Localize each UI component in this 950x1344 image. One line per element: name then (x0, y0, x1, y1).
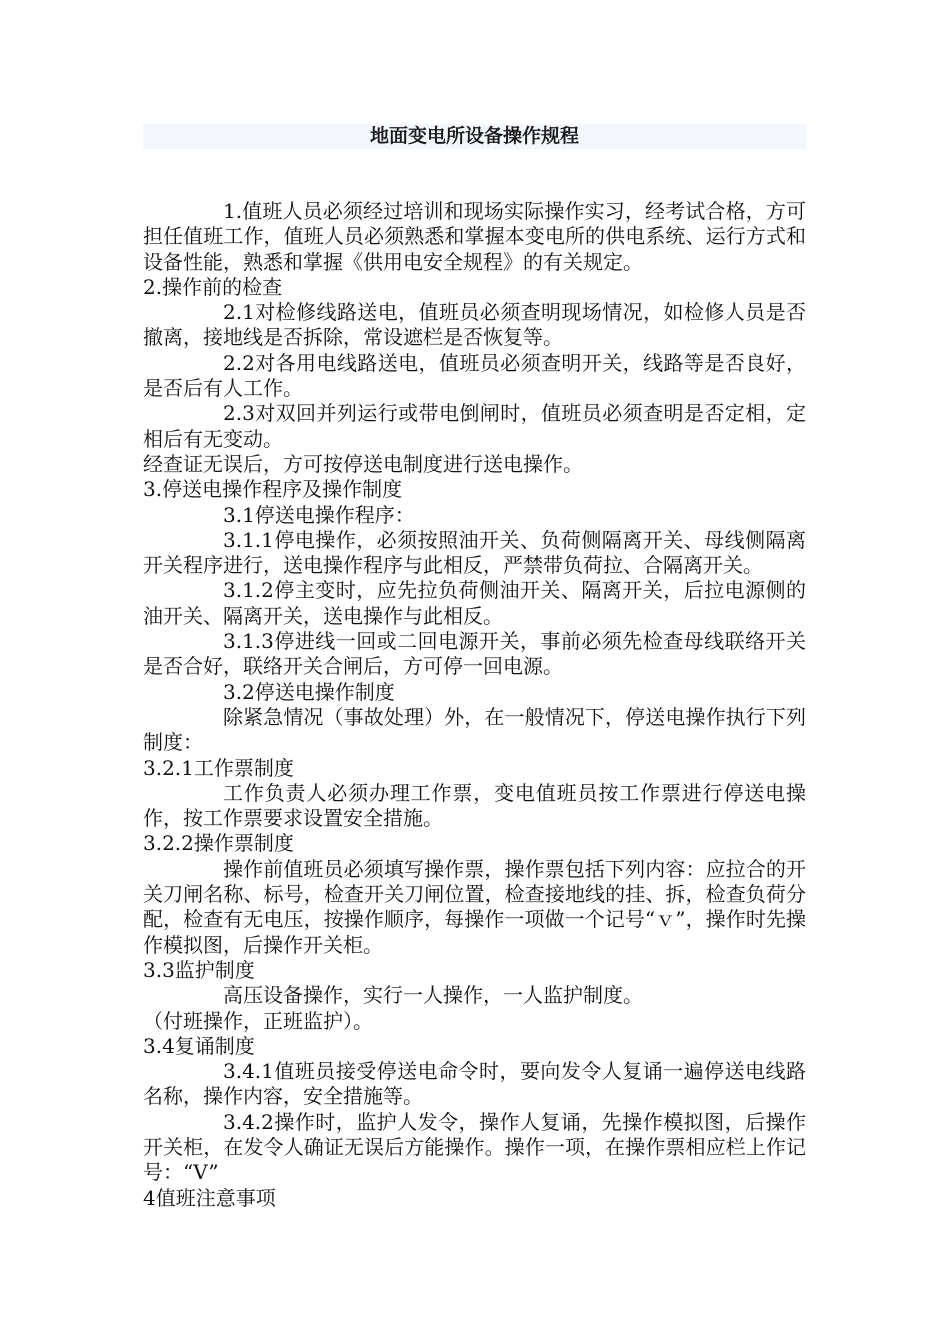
paragraph: 4值班注意事项 (143, 1185, 276, 1210)
paragraph: 操作前值班员必须填写操作票，操作票包括下列内容：应拉合的开关刀闸名称、标号，检查开关刀闸位置，检查接地线的挂、拆，检查负荷分配，检查有无电压，按操作顺序，每操作一项做一个记号“ｖ”，操作时先操作模拟图，后操作开关柜。 (143, 856, 806, 957)
paragraph: 3.4.1值班员接受停送电命令时，要向发令人复诵一遍停送电线路名称，操作内容，安全措施等。 (143, 1059, 806, 1109)
document-body (143, 199, 806, 1211)
paragraph: 3.停送电操作程序及操作制度 (143, 477, 403, 502)
paragraph: 经查证无误后，方可按停送电制度进行送电操作。 (143, 451, 583, 476)
paragraph: 3.4复诵制度 (143, 1033, 255, 1058)
paragraph: 3.3监护制度 (143, 957, 255, 982)
paragraph: 3.1.1停电操作，必须按照油开关、负荷侧隔离开关、母线侧隔离开关程序进行，送电操作程序与此相反，严禁带负荷拉、合隔离开关。 (143, 527, 806, 578)
paragraph: 3.2.1工作票制度 (143, 755, 294, 780)
paragraph: 除紧急情况（事故处理）外，在一般情况下，停送电操作执行下列制度： (143, 704, 806, 755)
paragraph: 1.值班人员必须经过培训和现场实际操作实习，经考试合格，方可担任值班工作，值班人员必须熟悉和掌握本变电所的供电系统、运行方式和设备性能，熟悉和掌握《供用电安全规程》的有关规定。 (143, 199, 806, 274)
paragraph: 3.2停送电操作制度 (223, 679, 395, 704)
paragraph: （付班操作，正班监护）。 (143, 1008, 373, 1033)
paragraph: 2.2对各用电线路送电，值班员必须查明开关，线路等是否良好，是否后有人工作。 (143, 350, 806, 401)
paragraph: 2.操作前的检查 (143, 274, 283, 299)
paragraph: 高压设备操作，实行一人操作，一人监护制度。 (223, 983, 643, 1008)
paragraph: 3.1.3停进线一回或二回电源开关，事前必须先检查母线联络开关是否合好，联络开关合闸后，方可停一回电源。 (143, 629, 806, 679)
paragraph: 3.1.2停主变时，应先拉负荷侧油开关、隔离开关，后拉电源侧的油开关、隔离开关，送电操作与此相反。 (143, 578, 806, 628)
paragraph: 2.3对双回并列运行或带电倒闸时，值班员必须查明是否定相，定相后有无变动。 (143, 401, 806, 451)
paragraph: 工作负责人必须办理工作票，变电值班员按工作票进行停送电操作，按工作票要求设置安全措施。 (143, 780, 806, 831)
paragraph: 3.1停送电操作程序： (223, 502, 415, 527)
paragraph: 2.1对检修线路送电，值班员必须查明现场情况，如检修人员是否撤离，接地线是否拆除，常设遮栏是否恢复等。 (143, 300, 806, 350)
paragraph: 3.4.2操作时，监护人发令，操作人复诵，先操作模拟图，后操作开关柜，在发令人确证无误后方能操作。操作一项，在操作票相应栏上作记号：“V” (143, 1109, 806, 1185)
document-title: 地面变电所设备操作规程 (369, 125, 579, 147)
paragraph: 3.2.2操作票制度 (143, 831, 294, 856)
